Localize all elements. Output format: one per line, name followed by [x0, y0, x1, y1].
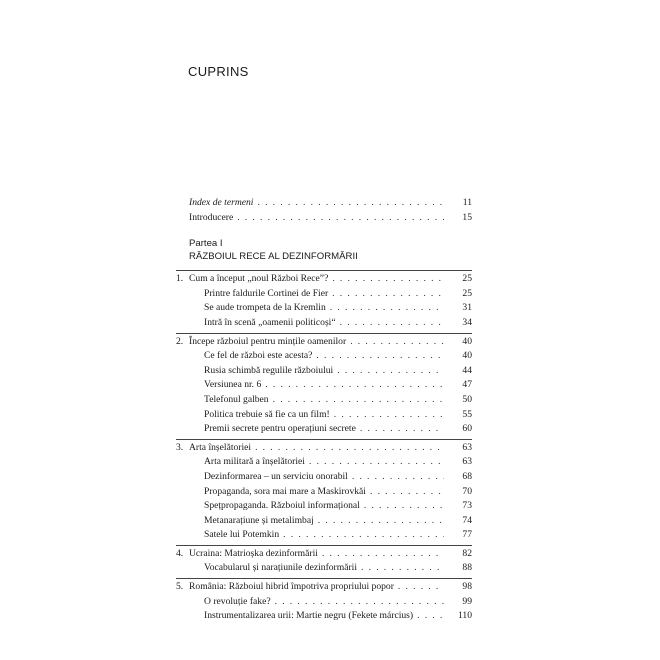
leader-dots [337, 364, 444, 379]
section-page: 74 [462, 514, 472, 526]
leader-dots [330, 301, 444, 316]
chapter-title: România: Războiul hibrid împotriva propriului popor [189, 581, 394, 593]
chapter-number: 5. [176, 581, 184, 593]
section-title: Instrumentalizarea urii: Martie negru (Fekete március) [204, 610, 414, 622]
leader-dots [265, 378, 444, 393]
leader-dots [350, 335, 444, 350]
section-page: 77 [462, 529, 472, 541]
chapter-divider [176, 270, 472, 271]
chapter-number: 4. [176, 547, 184, 559]
section-page: 68 [462, 470, 472, 482]
toc-section[interactable] [176, 393, 472, 408]
section-page: 25 [462, 287, 472, 299]
section-page: 63 [462, 456, 472, 468]
leader-dots [257, 196, 444, 211]
section-title: Ce fel de război este acesta? [204, 350, 313, 362]
leader-dots [364, 499, 444, 514]
toc-section[interactable] [176, 378, 472, 393]
toc-section[interactable] [176, 287, 472, 302]
section-page: 44 [462, 364, 472, 376]
chapter-page: 63 [462, 441, 472, 453]
toc-chapter-2[interactable] [176, 335, 472, 350]
section-title: Satele lui Potemkin [204, 529, 280, 541]
section-page: 40 [462, 350, 472, 362]
toc-section[interactable] [176, 408, 472, 423]
chapter-page: 40 [462, 335, 472, 347]
section-page: 70 [462, 485, 472, 497]
leader-dots [352, 470, 444, 485]
leader-dots [322, 547, 444, 562]
chapter-title: Începe războiul pentru mințile oamenilor [189, 335, 347, 347]
section-title: Metanarațiune și metalimbaj [204, 514, 314, 526]
leader-dots [398, 580, 444, 595]
toc-section[interactable] [176, 609, 472, 624]
leader-dots [318, 514, 444, 529]
section-title: Printre faldurile Cortinei de Fier [204, 287, 329, 299]
chapter-title: Cum a început „noul Război Rece”? [189, 273, 329, 285]
toc-section[interactable] [176, 455, 472, 470]
toc-chapter-4[interactable] [176, 547, 472, 562]
leader-dots [316, 349, 444, 364]
toc-chapter-3[interactable] [176, 441, 472, 456]
chapter-divider [176, 439, 472, 440]
leader-dots [340, 316, 444, 331]
entry-page: 11 [462, 197, 472, 208]
entry-page: 15 [462, 211, 472, 223]
section-page: 31 [462, 302, 472, 314]
section-title: Propaganda, sora mai mare a Maskirovkăi [204, 485, 366, 497]
section-page: 88 [462, 562, 472, 574]
toc-chapter-5[interactable] [176, 580, 472, 595]
part-label: Partea I [189, 238, 223, 250]
section-title: Spețpropaganda. Războiul informațional [204, 500, 360, 512]
section-page: 73 [462, 500, 472, 512]
part-title: RĂZBOIUL RECE AL DEZINFORMĂRII [189, 251, 358, 263]
leader-dots [332, 272, 444, 287]
chapter-page: 98 [462, 581, 472, 593]
section-title: Vocabularul și narațiunile dezinformării [204, 562, 358, 574]
leader-dots [332, 287, 444, 302]
section-title: Se aude trompeta de la Kremlin [204, 302, 326, 314]
toc-section[interactable] [176, 349, 472, 364]
chapter-divider [176, 578, 472, 579]
section-page: 99 [462, 595, 472, 607]
page-heading: CUPRINS [188, 64, 249, 79]
leader-dots [255, 441, 444, 456]
leader-dots [237, 211, 444, 226]
toc-section[interactable] [176, 528, 472, 543]
table-of-contents [176, 196, 472, 624]
section-title: Versiunea nr. 6 [204, 379, 262, 391]
section-page: 50 [462, 393, 472, 405]
entry-title: Index de termeni [189, 197, 254, 208]
toc-section[interactable] [176, 561, 472, 576]
chapter-divider [176, 333, 472, 334]
leader-dots [275, 595, 444, 610]
entry-title: Introducere [189, 211, 234, 223]
chapter-page: 82 [462, 547, 472, 559]
section-page: 55 [462, 408, 472, 420]
section-title: Intră în scenă „oamenii politicoși“ [204, 316, 336, 328]
chapter-title: Ucraina: Matrioșka dezinformării [189, 547, 318, 559]
chapter-number: 1. [176, 273, 184, 285]
leader-dots [334, 408, 444, 423]
section-title: Rusia schimbă regulile războiului [204, 364, 334, 376]
toc-entry-index[interactable] [176, 196, 472, 211]
leader-dots [273, 393, 444, 408]
toc-section[interactable] [176, 595, 472, 610]
section-page: 110 [457, 610, 472, 622]
chapter-title: Arta înșelătoriei [189, 441, 252, 453]
toc-section[interactable] [176, 364, 472, 379]
toc-chapter-1[interactable] [176, 272, 472, 287]
section-page: 47 [462, 379, 472, 391]
toc-entry-introducere[interactable] [176, 211, 472, 226]
toc-section[interactable] [176, 499, 472, 514]
leader-dots [283, 528, 444, 543]
chapter-page: 25 [462, 273, 472, 285]
section-title: Dezinformarea – un serviciu onorabil [204, 470, 348, 482]
leader-dots [417, 609, 444, 624]
section-page: 34 [462, 316, 472, 328]
toc-section[interactable] [176, 301, 472, 316]
section-title: Telefonul galben [204, 393, 269, 405]
section-title: O revoluție fake? [204, 595, 271, 607]
toc-section[interactable] [176, 485, 472, 500]
section-title: Arta militară a înșelătoriei [204, 456, 305, 468]
leader-dots [361, 561, 444, 576]
section-title: Politica trebuie să fie ca un film! [204, 408, 330, 420]
section-page: 60 [462, 423, 472, 435]
leader-dots [360, 422, 444, 437]
toc-section[interactable] [176, 470, 472, 485]
section-title: Premii secrete pentru operațiuni secrete [204, 423, 356, 435]
toc-section[interactable] [176, 422, 472, 437]
chapter-number: 3. [176, 441, 184, 453]
toc-section[interactable] [176, 316, 472, 331]
chapter-number: 2. [176, 335, 184, 347]
leader-dots [309, 455, 444, 470]
toc-section[interactable] [176, 514, 472, 529]
chapter-divider [176, 545, 472, 546]
leader-dots [370, 485, 444, 500]
